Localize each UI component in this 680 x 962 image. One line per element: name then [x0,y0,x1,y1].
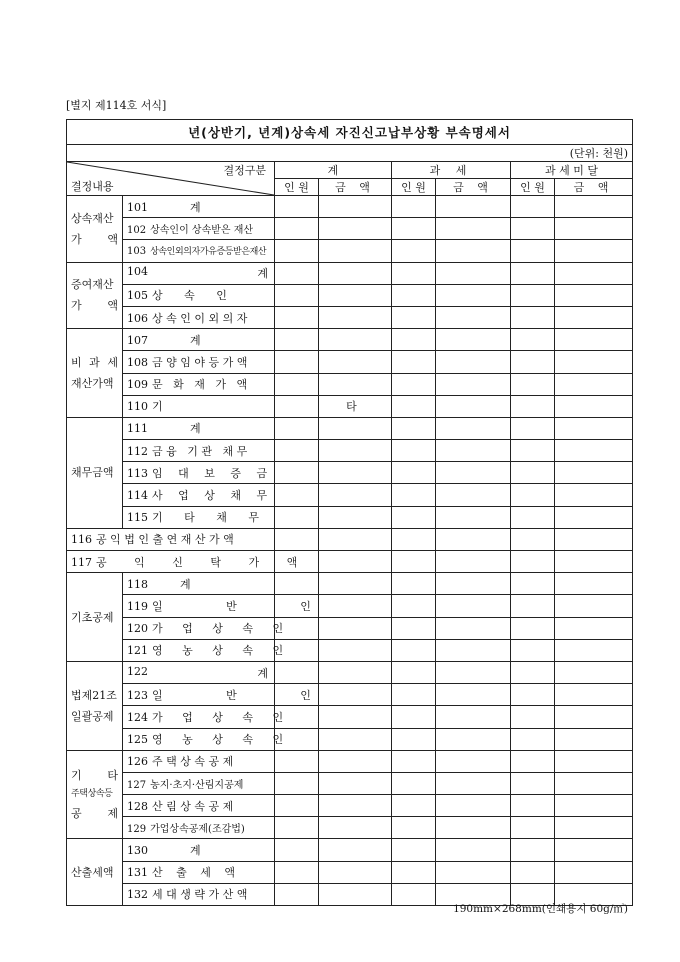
value-cell [319,839,392,861]
statement-table [66,119,633,906]
value-cell [319,484,392,506]
form-number-label: [별지 제114호 서식] [66,99,167,112]
value-cell [436,351,511,373]
value-cell [555,306,633,328]
row-label-110: 110 기 타 [123,395,275,417]
value-cell [511,750,555,772]
value-cell [511,817,555,839]
value-cell [436,528,511,550]
value-cell [392,240,436,262]
value-cell [275,861,319,883]
value-cell [555,595,633,617]
value-cell [275,284,319,306]
value-cell [511,351,555,373]
value-cell [392,839,436,861]
row-label-118: 118 계 [123,573,275,595]
persons-header: 인 원 [275,179,319,196]
value-cell [275,750,319,772]
value-cell [275,839,319,861]
value-cell [436,329,511,351]
value-cell [319,196,392,218]
value-cell [555,395,633,417]
value-cell [319,750,392,772]
value-cell [319,284,392,306]
col-taxed-header: 과 세 [392,162,511,179]
group-inherited-property: 상속재산 가 액 [67,196,123,263]
value-cell [511,329,555,351]
value-cell [511,196,555,218]
persons-header: 인 원 [392,179,436,196]
row-label-114: 114 사 업 상 채 무 [123,484,275,506]
value-cell [511,617,555,639]
value-cell [436,218,511,240]
value-cell [319,551,392,573]
row-label-130: 130 계 [123,839,275,861]
value-cell [392,306,436,328]
value-cell [275,883,319,905]
value-cell [319,728,392,750]
value-cell [555,417,633,439]
value-cell [436,661,511,683]
row-label-132: 132 세대생략가산액 [123,883,275,905]
value-cell [555,861,633,883]
value-cell [511,551,555,573]
value-cell [436,417,511,439]
value-cell [436,484,511,506]
value-cell [275,218,319,240]
value-cell [436,506,511,528]
value-cell [275,440,319,462]
value-cell [511,595,555,617]
row-label-115: 115 기 타 채 무 [123,506,275,528]
value-cell [392,284,436,306]
value-cell [436,861,511,883]
unit-label: (단위: 천원) [67,145,633,162]
value-cell [555,440,633,462]
group-basic-deduction: 기초공제 [67,573,123,662]
value-cell [511,528,555,550]
value-cell [319,817,392,839]
value-cell [319,506,392,528]
value-cell [392,772,436,794]
group-debts: 채무금액 [67,417,123,528]
value-cell [511,861,555,883]
value-cell [555,262,633,284]
value-cell [392,440,436,462]
value-cell [511,284,555,306]
value-cell [555,795,633,817]
row-label-105: 105 상 속 인 [123,284,275,306]
value-cell [319,617,392,639]
value-cell [511,484,555,506]
value-cell [511,728,555,750]
row-label-125: 125 영 농 상 속 인 [123,728,275,750]
amount-header: 금 액 [319,179,392,196]
value-cell [392,329,436,351]
value-cell [319,218,392,240]
decision-content-label: 결정내용 [71,180,114,193]
value-cell [511,373,555,395]
value-cell [555,617,633,639]
value-cell [555,484,633,506]
value-cell [275,817,319,839]
value-cell [436,795,511,817]
value-cell [392,795,436,817]
value-cell [555,284,633,306]
col-untaxed-header: 과 세 미 달 [511,162,633,179]
value-cell [436,772,511,794]
value-cell [275,351,319,373]
group-computed-tax: 산출세액 [67,839,123,906]
value-cell [436,240,511,262]
row-label-123: 123 일 반 인 [123,684,275,706]
value-cell [392,573,436,595]
value-cell [511,218,555,240]
value-cell [436,639,511,661]
value-cell [275,506,319,528]
value-cell [392,661,436,683]
row-label-107: 107 계 [123,329,275,351]
group-gift-property: 증여재산 가 액 [67,262,123,329]
value-cell [275,661,319,683]
row-label-119: 119 일 반 인 [123,595,275,617]
value-cell [275,373,319,395]
row-label-129: 129 가업상속공제(조감법) [123,817,275,839]
value-cell [436,684,511,706]
value-cell [436,706,511,728]
value-cell [319,795,392,817]
value-cell [511,684,555,706]
value-cell [319,573,392,595]
value-cell [275,196,319,218]
row-label-112: 112 금융 기관 채무 [123,440,275,462]
value-cell [511,661,555,683]
value-cell [392,750,436,772]
value-cell [555,351,633,373]
value-cell [511,440,555,462]
value-cell [275,484,319,506]
value-cell [319,440,392,462]
value-cell [275,772,319,794]
value-cell [511,506,555,528]
row-label-113: 113 임 대 보 증 금 [123,462,275,484]
value-cell [319,772,392,794]
value-cell [275,329,319,351]
row-label-120: 120 가 업 상 속 인 [123,617,275,639]
value-cell [511,706,555,728]
value-cell [436,284,511,306]
value-cell [275,795,319,817]
value-cell [392,196,436,218]
value-cell [319,528,392,550]
value-cell [392,262,436,284]
persons-header: 인 원 [511,179,555,196]
row-label-102: 102 상속인이 상속받은 재산 [123,218,275,240]
value-cell [555,728,633,750]
row-label-127: 127 농지·초지·산림지공제 [123,772,275,794]
value-cell [436,373,511,395]
amount-header: 금 액 [555,179,633,196]
value-cell [319,639,392,661]
group-other-deduction: 기 타 주택상속등 공 제 [67,750,123,839]
value-cell [555,684,633,706]
value-cell [275,306,319,328]
paper-size-note: 190mm×268mm(인쇄용지 60g/㎡) [453,903,628,915]
value-cell [392,639,436,661]
value-cell [392,506,436,528]
value-cell [511,772,555,794]
value-cell [436,306,511,328]
value-cell [436,728,511,750]
value-cell [392,484,436,506]
value-cell [392,351,436,373]
form-title: 년(상반기, 년계)상속세 자진신고납부상황 부속명세서 [67,120,633,145]
row-label-122: 122 계 [123,661,275,683]
value-cell [392,417,436,439]
value-cell [275,240,319,262]
row-label-109: 109 문 화 재 가 액 [123,373,275,395]
value-cell [319,351,392,373]
value-cell [275,573,319,595]
value-cell [555,772,633,794]
value-cell [436,595,511,617]
value-cell [511,417,555,439]
row-label-103: 103 상속인외의자가유증등받은재산 [123,240,275,262]
value-cell [555,528,633,550]
row-label-111: 111 계 [123,417,275,439]
value-cell [436,462,511,484]
value-cell [319,262,392,284]
value-cell [511,639,555,661]
value-cell [555,706,633,728]
value-cell [392,617,436,639]
group-nontaxable-property: 비 과 세 재산가액 [67,329,123,418]
value-cell [436,839,511,861]
value-cell [392,706,436,728]
row-label-131: 131 산 출 세 액 [123,861,275,883]
value-cell [275,417,319,439]
value-cell [319,861,392,883]
header-diagonal-cell [67,162,275,196]
value-cell [319,417,392,439]
value-cell [319,306,392,328]
value-cell [511,795,555,817]
value-cell [392,595,436,617]
row-label-124: 124 가 업 상 속 인 [123,706,275,728]
value-cell [555,506,633,528]
value-cell [511,395,555,417]
value-cell [555,573,633,595]
value-cell [511,262,555,284]
row-label-116: 116 공익법인출연재산가액 [67,528,275,550]
value-cell [436,750,511,772]
value-cell [555,462,633,484]
value-cell [555,661,633,683]
value-cell [436,817,511,839]
row-label-104: 104 계 [123,262,275,284]
value-cell [436,262,511,284]
row-label-101: 101 계 [123,196,275,218]
value-cell [436,551,511,573]
value-cell [555,218,633,240]
value-cell [392,728,436,750]
value-cell [392,817,436,839]
row-label-128: 128 산림상속공제 [123,795,275,817]
value-cell [555,551,633,573]
value-cell [555,373,633,395]
value-cell [319,883,392,905]
value-cell [555,750,633,772]
amount-header: 금 액 [436,179,511,196]
value-cell [555,839,633,861]
value-cell [275,528,319,550]
value-cell [319,240,392,262]
value-cell [392,218,436,240]
decision-type-label: 결정구분 [223,164,266,177]
value-cell [392,684,436,706]
value-cell [511,240,555,262]
value-cell [555,196,633,218]
value-cell [392,373,436,395]
value-cell [436,196,511,218]
value-cell [392,861,436,883]
value-cell [319,706,392,728]
row-label-108: 108 금양임야등가액 [123,351,275,373]
row-label-126: 126 주택상속공제 [123,750,275,772]
value-cell [319,661,392,683]
value-cell [555,329,633,351]
value-cell [511,462,555,484]
value-cell [555,240,633,262]
value-cell [555,639,633,661]
value-cell [392,883,436,905]
value-cell [392,551,436,573]
row-label-106: 106 상속인이외의자 [123,306,275,328]
value-cell [511,839,555,861]
value-cell [436,440,511,462]
row-label-117: 117 공 익 신 탁 가 액 [67,551,275,573]
value-cell [275,462,319,484]
value-cell [511,573,555,595]
value-cell [392,528,436,550]
value-cell [436,617,511,639]
value-cell [319,329,392,351]
row-label-121: 121 영 농 상 속 인 [123,639,275,661]
value-cell [392,462,436,484]
group-lump-sum-deduction: 법제21조 일괄공제 [67,661,123,750]
value-cell [511,306,555,328]
value-cell [319,462,392,484]
value-cell [555,817,633,839]
value-cell [436,573,511,595]
value-cell [275,262,319,284]
value-cell [319,373,392,395]
col-total-header: 계 [275,162,392,179]
